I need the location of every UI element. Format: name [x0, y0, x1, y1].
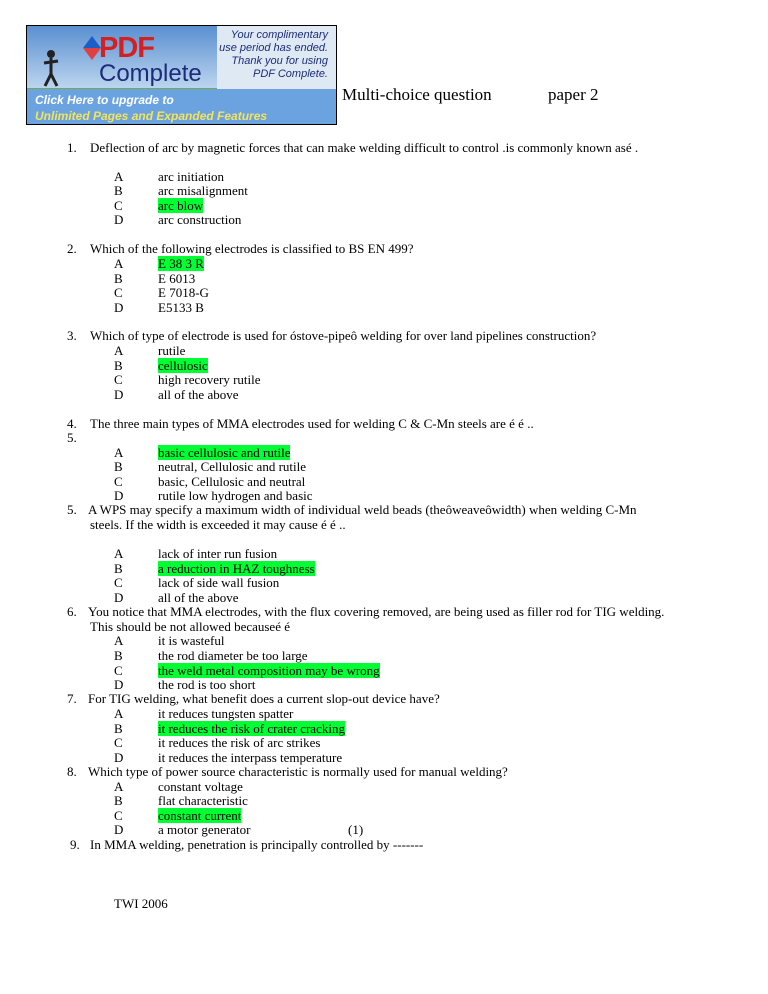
- promo-message: [198, 29, 328, 81]
- option-letter: D: [114, 590, 124, 605]
- option-letter: A: [114, 633, 124, 648]
- page-marker: (1): [348, 822, 364, 837]
- option-letter: D: [114, 677, 124, 692]
- option-letter: B: [114, 793, 123, 808]
- option-text: E 7018-G: [158, 285, 209, 300]
- question-text: For TIG welding, what benefit does a current slop-out device have?: [88, 691, 440, 706]
- option-text: all of the above: [158, 387, 239, 402]
- question-text: The three main types of MMA electrodes used for welding C & C-Mn steels are é é ..: [90, 416, 534, 431]
- question-number: 7.: [67, 691, 77, 706]
- option-letter: C: [114, 575, 123, 590]
- upgrade-line[interactable]: Click Here to upgrade to: [35, 93, 174, 107]
- option-letter: C: [114, 735, 123, 750]
- option-text: it reduces tungsten spatter: [158, 706, 294, 721]
- option-letter: C: [114, 663, 123, 678]
- option-text: arc misalignment: [158, 183, 248, 198]
- option-letter: D: [114, 750, 124, 765]
- promo-line: Your complimentary: [230, 29, 328, 41]
- upgrade-line[interactable]: Unlimited Pages and Expanded Features: [35, 109, 268, 123]
- option-text: the rod is too short: [158, 677, 256, 692]
- option-letter: C: [114, 808, 123, 823]
- option-text: lack of inter run fusion: [158, 546, 278, 561]
- question-text-cont: steels. If the width is exceeded it may cause é é ..: [90, 517, 346, 532]
- option-letter: B: [114, 561, 123, 576]
- option-text: rutile: [158, 343, 186, 358]
- option-text: rutile low hydrogen and basic: [158, 488, 313, 503]
- question-number: 9.: [70, 837, 80, 852]
- option-letter: A: [114, 445, 124, 460]
- option-text: E 6013: [158, 271, 196, 286]
- option-letter: C: [114, 474, 123, 489]
- option-letter: A: [114, 343, 124, 358]
- option-text: flat characteristic: [158, 793, 248, 808]
- pdf-complete-banner[interactable]: [26, 25, 337, 125]
- question-text: A WPS may specify a maximum width of individual weld beads (theôweaveôwidth) when welding C-Mn: [88, 502, 637, 517]
- upgrade-link[interactable]: [35, 92, 267, 124]
- option-text: lack of side wall fusion: [158, 575, 280, 590]
- highlighted-answer: the weld metal composition may be wrong: [158, 663, 380, 678]
- question-text: You notice that MMA electrodes, with the flux covering removed, are being used as filler rod for TIG welding.: [88, 604, 665, 619]
- promo-line: use period has ended.: [219, 42, 328, 54]
- highlighted-answer: arc blow: [158, 198, 204, 213]
- question-number: 1.: [67, 140, 77, 155]
- question-text: In MMA welding, penetration is principally controlled by -------: [90, 837, 424, 852]
- paper-label: paper 2: [548, 85, 599, 104]
- option-letter: D: [114, 822, 124, 837]
- option-letter: D: [114, 488, 124, 503]
- promo-line: PDF Complete.: [253, 68, 328, 80]
- question-text: Which type of power source characteristic is normally used for manual welding?: [88, 764, 508, 779]
- option-text: basic, Cellulosic and neutral: [158, 474, 306, 489]
- question-number: 5.: [67, 502, 77, 517]
- question-text: Which of the following electrodes is classified to BS EN 499?: [90, 241, 414, 256]
- question-number: 5.: [67, 430, 77, 445]
- question-text-cont: This should be not allowed becauseé é: [90, 619, 290, 634]
- option-text: E5133 B: [158, 300, 204, 315]
- option-letter: A: [114, 706, 124, 721]
- option-text: the rod diameter be too large: [158, 648, 308, 663]
- option-letter: A: [114, 256, 124, 271]
- option-text: it is wasteful: [158, 633, 225, 648]
- option-letter: B: [114, 358, 123, 373]
- option-text: [158, 256, 204, 272]
- highlighted-answer: constant current: [158, 808, 242, 823]
- question-number: 8.: [67, 764, 77, 779]
- question-number: 4.: [67, 416, 77, 431]
- option-text: arc initiation: [158, 169, 225, 184]
- option-letter: B: [114, 459, 123, 474]
- option-letter: C: [114, 285, 123, 300]
- page-title: Multi-choice question: [342, 85, 492, 104]
- option-letter: B: [114, 648, 123, 663]
- option-letter: A: [114, 169, 124, 184]
- option-letter: A: [114, 546, 124, 561]
- option-letter: D: [114, 212, 124, 227]
- option-letter: B: [114, 271, 123, 286]
- option-letter: A: [114, 779, 124, 794]
- question-number: 6.: [67, 604, 77, 619]
- option-text: all of the above: [158, 590, 239, 605]
- highlighted-answer: a reduction in HAZ toughness: [158, 561, 315, 576]
- option-text: a motor generator: [158, 822, 251, 837]
- option-letter: D: [114, 387, 124, 402]
- figure-icon: [41, 48, 61, 88]
- option-text: arc construction: [158, 212, 242, 227]
- option-text: neutral, Cellulosic and rutile: [158, 459, 307, 474]
- highlighted-answer: it reduces the risk of crater cracking: [158, 721, 345, 736]
- option-letter: D: [114, 300, 124, 315]
- promo-line: Thank you for using: [231, 55, 328, 67]
- highlighted-answer: basic cellulosic and rutile: [158, 445, 291, 460]
- question-number: 3.: [67, 328, 77, 343]
- question-text: Which of type of electrode is used for óstove-pipeô welding for over land pipelines construction?: [90, 328, 597, 343]
- logo-pdf: PDF: [99, 32, 154, 64]
- option-letter: B: [114, 183, 123, 198]
- option-text: it reduces the risk of arc strikes: [158, 735, 321, 750]
- option-text: constant voltage: [158, 779, 243, 794]
- option-letter: C: [114, 198, 123, 213]
- highlighted-answer: E 38 3 R: [158, 256, 204, 271]
- option-text: it reduces the interpass temperature: [158, 750, 343, 765]
- question-text: Deflection of arc by magnetic forces that can make welding difficult to control .is commonly known asé .: [90, 140, 639, 155]
- option-letter: B: [114, 721, 123, 736]
- option-text: high recovery rutile: [158, 372, 261, 387]
- highlighted-answer: cellulosic: [158, 358, 208, 373]
- footer: TWI 2006: [114, 896, 168, 911]
- logo-complete: Complete: [99, 60, 202, 87]
- question-number: 2.: [67, 241, 77, 256]
- option-letter: C: [114, 372, 123, 387]
